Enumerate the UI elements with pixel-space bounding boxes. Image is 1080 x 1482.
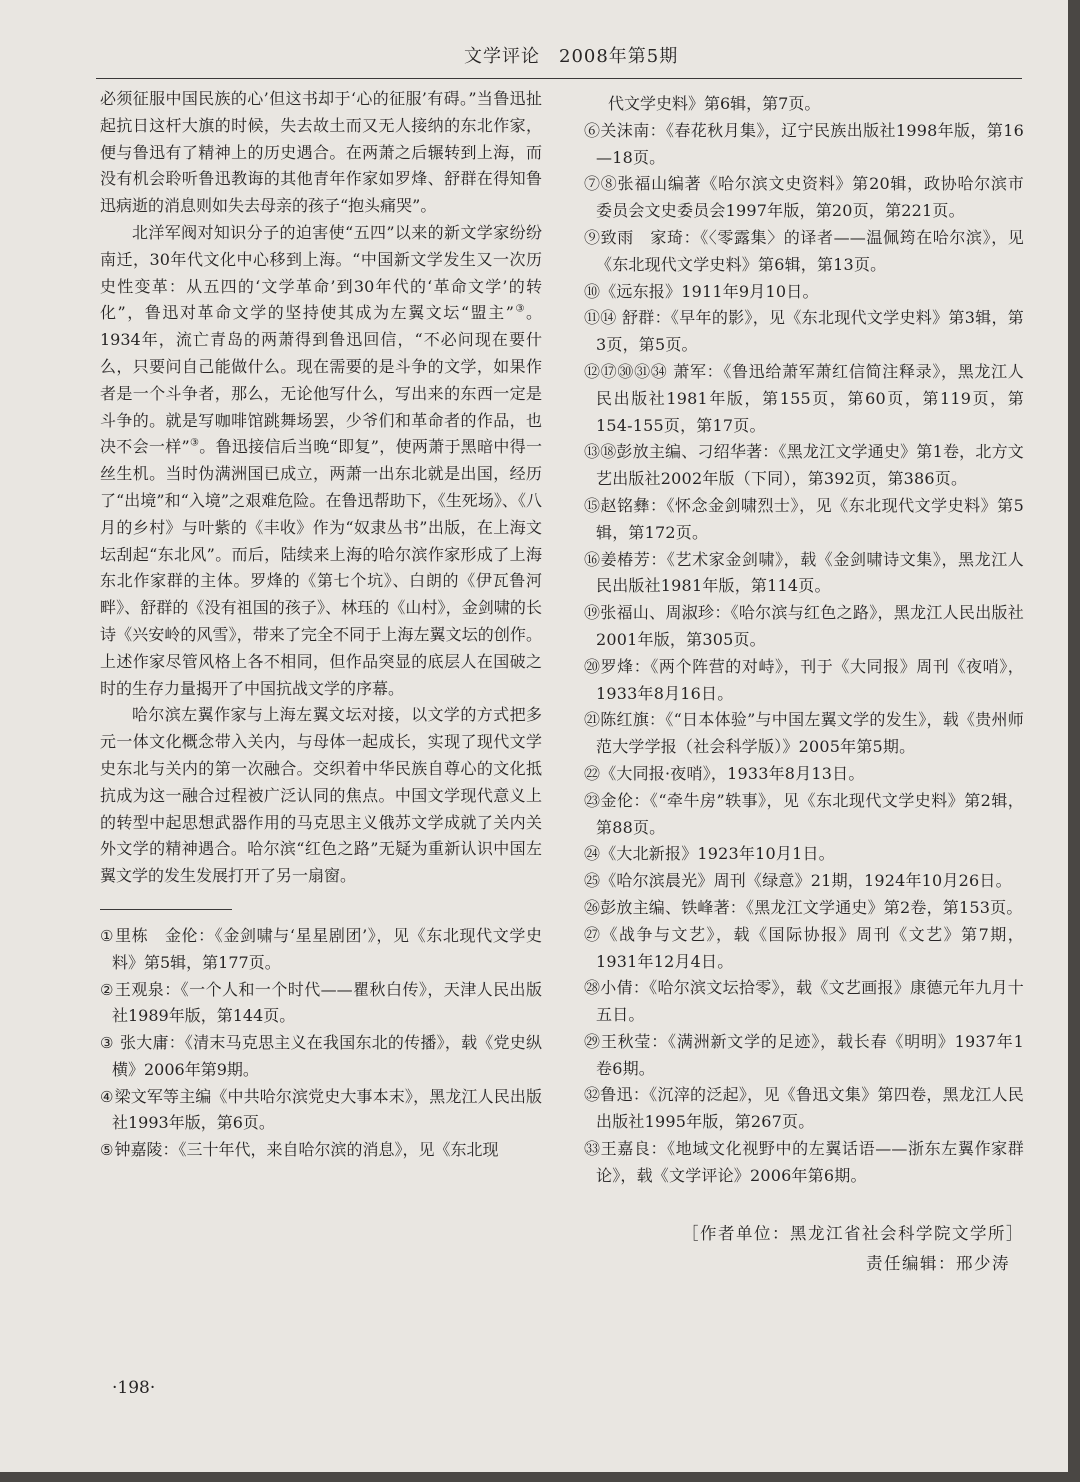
footnote-item: ⑦⑧张福山编著《哈尔滨文史资料》第20辑，政协哈尔滨市委员会文史委员会1997年版，第20页，第221页。 <box>584 174 1024 221</box>
footnote-item: ㉖彭放主编、铁峰著：《黑龙江文学通史》第2卷，第153页。 <box>584 897 1023 917</box>
footnote-item: ⑨致雨 家琦：《〈零露集〉的译者——温佩筠在哈尔滨》，见《东北现代文学史料》第6辑，第13页。 <box>584 227 1025 274</box>
footnote-item: ⑪⑭ 舒群：《早年的影》，见《东北现代文学史料》第3辑，第3页，第5页。 <box>584 308 1024 355</box>
footnote-item: ㉜鲁迅：《沉滓的泛起》，见《鲁迅文集》第四卷，黑龙江人民出版社1995年版，第267页。 <box>584 1085 1024 1132</box>
footnote-item: ㉔《大北新报》1923年10月1日。 <box>584 844 835 864</box>
responsible-editor: 责任编辑：邢少涛 <box>866 1254 1010 1273</box>
footnote-item: ⑳罗烽：《两个阵营的对峙》，刊于《大同报》周刊《夜哨》，1933年8月16日。 <box>584 656 1025 703</box>
footnote-item: ⑮赵铭彝：《怀念金剑啸烈士》，见《东北现代文学史料》第5辑，第172页。 <box>584 495 1024 542</box>
footnote-item: ㉕《哈尔滨晨光》周刊《绿意》21期，1924年10月26日。 <box>584 871 1012 891</box>
footnote-item: ⑩《远东报》1911年9月10日。 <box>584 281 819 301</box>
footnote-item: ⑯姜椿芳：《艺术家金剑啸》，载《金剑啸诗文集》，黑龙江人民出版社1981年版，第114页。 <box>584 549 1025 596</box>
footnote-item: ⑬⑱彭放主编、刁绍华著：《黑龙江文学通史》第1卷，北方文艺出版社2002年版（下同），第392页，第386页。 <box>584 442 1024 489</box>
left-column <box>100 86 542 1164</box>
author-affiliation: ［作者单位：黑龙江省社会科学院文学所］ <box>682 1224 1024 1243</box>
footnote-item: ⑥关沫南：《春花秋月集》，辽宁民族出版社1998年版，第16—18页。 <box>584 120 1024 167</box>
footnote-item: ㉒《大同报·夜哨》，1933年8月13日。 <box>584 763 865 783</box>
footnote-item: ㉑陈红旗：《“日本体验”与中国左翼文学的发生》，载《贵州师范大学学报（社会科学版）》2005年第5期。 <box>584 710 1024 757</box>
footnote-item: ④梁文军等主编《中共哈尔滨党史大事本末》，黑龙江人民出版社1993年版，第6页。 <box>100 1086 542 1133</box>
footnote-divider <box>100 909 232 910</box>
footnote-item: ㉘小倩：《哈尔滨文坛拾零》，载《文艺画报》康德元年九月十五日。 <box>584 978 1024 1025</box>
footnote-item: ㉓金伦：《“牵牛房”轶事》，见《东北现代文学史料》第2辑，第88页。 <box>584 790 1025 837</box>
footnote-ref: ③ <box>513 304 526 316</box>
footnote-item: ⑫⑰㉚㉛㉞ 萧军：《鲁迅给萧军萧红信简注释录》，黑龙江人民出版社1981年版，第155页，第60页，第119页，第154-155页，第17页。 <box>584 361 1024 435</box>
footnote-item: ⑲张福山、周淑珍：《哈尔滨与红色之路》，黑龙江人民出版社2001年版，第305页。 <box>584 603 1024 649</box>
body-paragraph: 哈尔滨左翼作家与上海左翼文坛对接，以文学的方式把多元一体文化概念带入关内，与母体一起成长，实现了现代文学史东北与关内的第一次融合。交织着中华民族自尊心的文化抵抗成为这一融合过程被广泛认同的焦点。中国文学现代意义上的转型中起思想武器作用的马克思主义俄苏文学成就了关内关外文学的精神遇合。哈尔滨“红色之路”无疑为重新认识中国左翼文学的发生发展打开了另一扇窗。 <box>100 705 542 886</box>
footnote-item: ㉙王秋莹：《满洲新文学的足迹》，载长春《明明》1937年1卷6期。 <box>584 1031 1024 1078</box>
footnote-list <box>584 118 1024 1190</box>
footnote-continuation: 代文学史料》第6辑，第7页。 <box>608 94 821 113</box>
footnote-item: ①里栋 金伦：《金剑啸与‘星星剧团’》，见《东北现代文学史料》第5辑，第177页。 <box>100 925 542 972</box>
page-number: ·198· <box>112 1378 156 1398</box>
footnote-item: ⑤钟嘉陵：《三十年代，来自哈尔滨的消息》，见《东北现 <box>100 1140 499 1160</box>
footnote-item: ㉝王嘉良：《地域文化视野中的左翼话语——浙东左翼作家群论》，载《文学评论》2006年第6期。 <box>584 1139 1024 1185</box>
body-paragraph: 必须征服中国民族的心’但这书却于‘心的征服’有碍。”当鲁迅扯起抗日这杆大旗的时候，失去故土而又无人接纳的东北作家，便与鲁迅有了精神上的历史遇合。在两萧之后辗转到上海，而没有机会聆听鲁迅教诲的其他青年作家如罗烽、舒群在得知鲁迅病逝的消息则如失去母亲的孩子“抱头痛哭”。 <box>100 89 542 216</box>
footnote-item: ②王观泉：《一个人和一个时代——瞿秋白传》，天津人民出版社1989年版，第144页。 <box>100 979 542 1026</box>
footnote-ref: ③ <box>189 438 200 450</box>
body-paragraph: 北洋军阀对知识分子的迫害使“五四”以来的新文学家纷纷南迁，30年代文化中心移到上海。“中国新文学发生又一次历史性变革：从五四的‘文学革命’到30年代的‘革命文学’的转化”，鲁迅对革命文学的坚持使其成为左翼文坛“盟主”③。1934年，流亡青岛的两萧得到鲁迅回信，“不必问现在要什么，只要问自己能做什么。现在需要的是斗争的文学，如果作者是一个斗争者，那么，无论他写什么，写出来的东西一定是斗争的。就是写咖啡馆跳舞场罢，少爷们和革命者的作品，也决不会一样”③。鲁迅接信后当晚“即复”，使两萧于黑暗中得一丝生机。当时伪满洲国已成立，两萧一出东北就是出国，经历了“出境”和“入境”之艰难危险。在鲁迅帮助下，《生死场》、《八月的乡村》与叶紫的《丰收》作为“奴隶丛书”出版，在上海文坛刮起“东北风”。而后，陆续来上海的哈尔滨作家形成了上海东北作家群的主体。罗烽的《第七个坑》、白朗的《伊瓦鲁河畔》、舒群的《没有祖国的孩子》、林珏的《山村》，金剑啸的长诗《兴安岭的风雪》，带来了完全不同于上海左翼文坛的创作。上述作家尽管风格上各不相同，但作品突显的底层人在国破之时的生存力量揭开了中国抗战文学的序幕。 <box>100 222 542 698</box>
journal-title: 文学评论 2008年第5期 <box>464 46 679 67</box>
footnote-item: ㉗《战争与文艺》，载《国际协报》周刊《文艺》第7期，1931年12月4日。 <box>584 924 1025 971</box>
footnote-item: ③ 张大庸：《清末马克思主义在我国东北的传播》，载《党史纵横》2006年第9期。 <box>100 1033 542 1079</box>
right-column <box>584 91 1025 1273</box>
running-header <box>96 40 1022 79</box>
